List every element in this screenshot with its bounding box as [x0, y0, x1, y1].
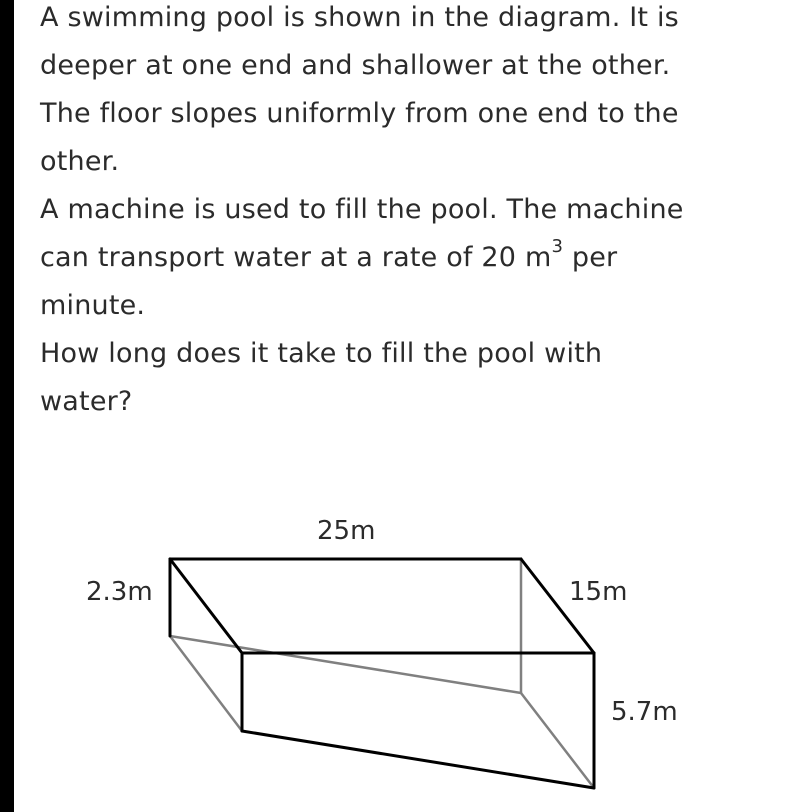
- cubic-exponent: 3: [551, 236, 564, 257]
- right-floor-edge: [521, 693, 594, 788]
- length-label: 25m: [317, 516, 376, 546]
- shallow-depth-label: 2.3m: [86, 577, 153, 607]
- front-floor-edge: [242, 731, 594, 788]
- rate-text: A machine is used to fill the pool. The machine can transport water at a rate of 20 m: [40, 194, 684, 273]
- back-floor-edge: [170, 636, 521, 693]
- rate-text-end: per minute.: [40, 242, 618, 321]
- left-floor-edge: [170, 636, 242, 731]
- question-paragraph-3: How long does it take to fill the pool with water?: [40, 338, 603, 417]
- question-paragraph-1: A swimming pool is shown in the diagram. It is deeper at one end and shallower at the other. The floor slopes uniformly from one end to the other.: [40, 2, 679, 177]
- deep-depth-label: 5.7m: [611, 697, 678, 727]
- width-label: 15m: [569, 577, 628, 607]
